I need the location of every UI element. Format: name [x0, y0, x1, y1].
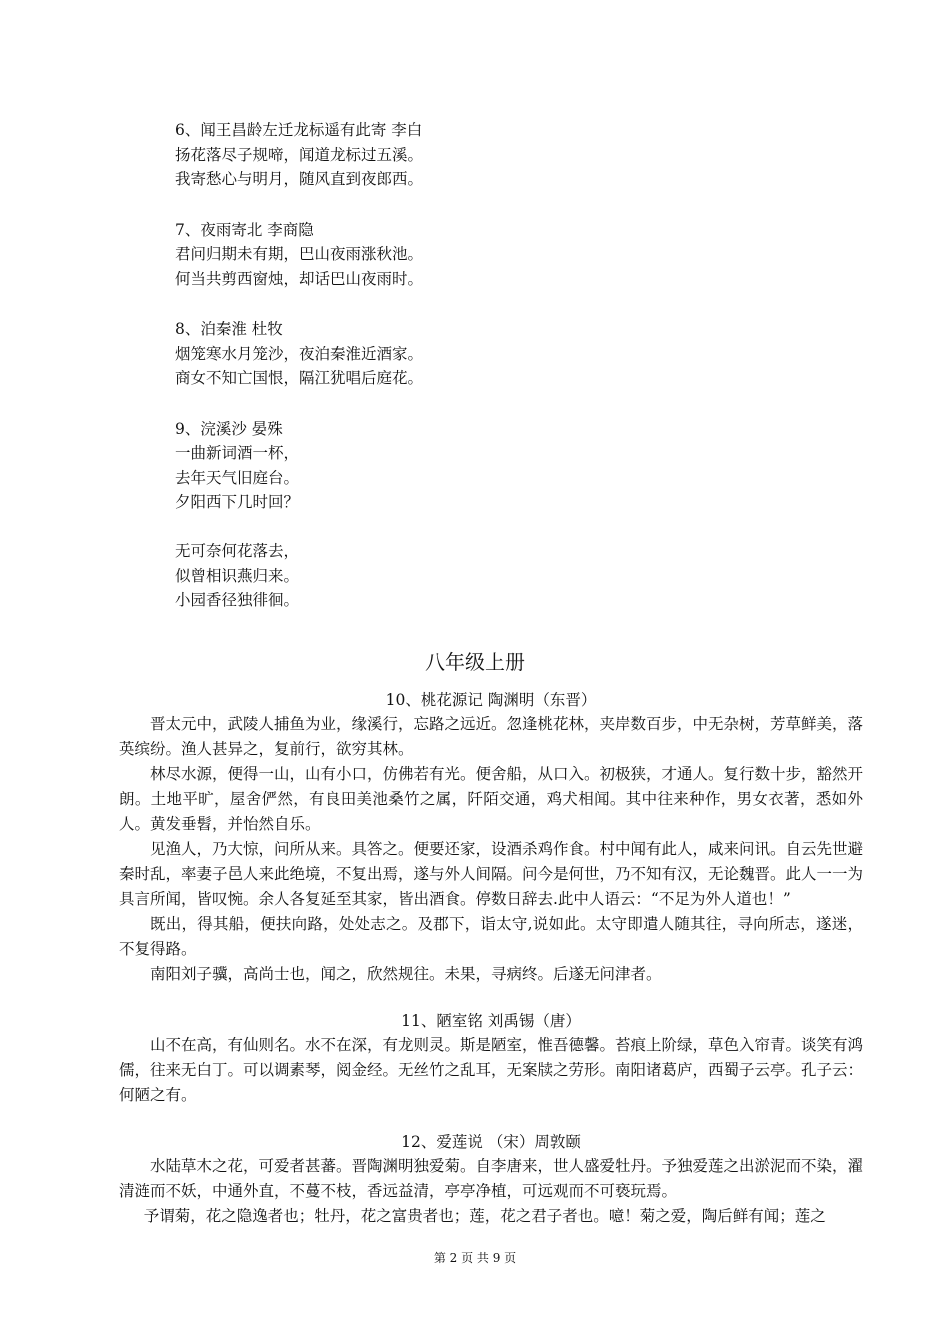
- essay-title: 10、桃花源记 陶渊明（东晋）: [385, 691, 597, 709]
- poem-line: 我寄愁心与明月，随风直到夜郎西。: [175, 170, 424, 188]
- stanza-gap: [175, 515, 795, 540]
- poem-line: 君问归期未有期，巴山夜雨涨秋池。: [175, 245, 424, 263]
- essay-paragraph: 山不在高，有仙则名。水不在深，有龙则灵。斯是陋室，惟吾德馨。苔痕上阶绿，草色入帘青。谈笑有鸿儒，往来无白丁。可以调素琴，阅金经。无丝竹之乱耳，无案牍之劳形。南阳诸葛庐，西蜀子云亭。孔子云：何陋之有。: [119, 1036, 864, 1104]
- poem-line: 夕阳西下几时回？: [175, 493, 300, 511]
- essay-paragraph: 见渔人，乃大惊，问所从来。具答之。便要还家，设酒杀鸡作食。村中闻有此人，咸来问讯。自云先世避秦时乱，率妻子邑人来此绝境，不复出焉，遂与外人间隔。问今是何世，乃不知有汉，无论魏晋。此人一一为具言所闻，皆叹惋。余人各复延至其家，皆出酒食。停数日辞去.此中人语云：“不足为外人道也！”: [119, 840, 864, 908]
- essay: [119, 1130, 863, 1229]
- essay-paragraph: 林尽水源，便得一山，山有小口，仿佛若有光。便舍船，从口入。初极狭，才通人。复行数十步，豁然开朗。土地平旷，屋舍俨然，有良田美池桑竹之属，阡陌交通，鸡犬相闻。其中往来种作，男女衣著，悉如外人。黄发垂髫，并怡然自乐。: [119, 765, 864, 833]
- poem-line: 无可奈何花落去，: [175, 542, 300, 560]
- poem-line: 商女不知亡国恨，隔江犹唱后庭花。: [175, 369, 424, 387]
- section-title: 八年级上册: [425, 650, 525, 674]
- poem-line: 何当共剪西窗烛，却话巴山夜雨时。: [175, 269, 424, 288]
- poem: [175, 317, 795, 391]
- poem-list: [175, 118, 795, 639]
- poem-line: 一曲新词酒一杯，: [175, 444, 300, 462]
- essay-list: [119, 688, 863, 1251]
- poem-line: 小园香径独徘徊。: [175, 591, 300, 609]
- poem-line: 似曾相识燕归来。: [175, 566, 300, 585]
- essay: [119, 1009, 863, 1108]
- poem-line: 扬花落尽子规啼，闻道龙标过五溪。: [175, 145, 424, 164]
- essay-paragraph: 既出，得其船，便扶向路，处处志之。及郡下，诣太守,说如此。太守即遣人随其往，寻向所志，遂迷，不复得路。: [119, 915, 863, 958]
- poem-title: 8、泊秦淮 杜牧: [175, 320, 283, 338]
- essay-title: 12、爱莲说 （宋）周敦颐: [401, 1133, 581, 1151]
- essay-paragraph: 南阳刘子骥，高尚士也，闻之，欣然规往。未果，寻病终。后遂无问津者。: [150, 965, 662, 983]
- page-footer: 第 2 页 共 9 页: [433, 1251, 517, 1265]
- essay-paragraph: 水陆草木之花，可爱者甚蕃。晋陶渊明独爱菊。自李唐来，世人盛爱牡丹。予独爱莲之出淤泥而不染，濯清涟而不妖，中通外直，不蔓不枝，香远益清，亭亭净植，可远观而不可亵玩焉。: [119, 1157, 864, 1200]
- poem: [175, 118, 795, 192]
- poem-title: 7、夜雨寄北 李商隐: [175, 220, 314, 239]
- poem-line: 去年天气旧庭台。: [175, 468, 300, 487]
- poem: [175, 417, 795, 613]
- essay-paragraph: 晋太元中，武陵人捕鱼为业，缘溪行，忘路之远近。忽逢桃花林，夹岸数百步，中无杂树，芳草鲜美，落英缤纷。渔人甚异之，复前行，欲穷其林。: [119, 715, 864, 758]
- poem-line: 烟笼寒水月笼沙，夜泊秦淮近酒家。: [175, 344, 424, 363]
- essay-paragraph: 予谓菊，花之隐逸者也；牡丹，花之富贵者也；莲，花之君子者也。噫！菊之爱，陶后鲜有闻；莲之: [143, 1207, 826, 1225]
- poem-title: 6、闻王昌龄左迁龙标遥有此寄 李白: [175, 121, 423, 139]
- poem-title: 9、浣溪沙 晏殊: [175, 419, 283, 438]
- essay-title: 11、陋室铭 刘禹锡（唐）: [401, 1012, 581, 1030]
- essay: [119, 688, 863, 987]
- poem: [175, 218, 795, 292]
